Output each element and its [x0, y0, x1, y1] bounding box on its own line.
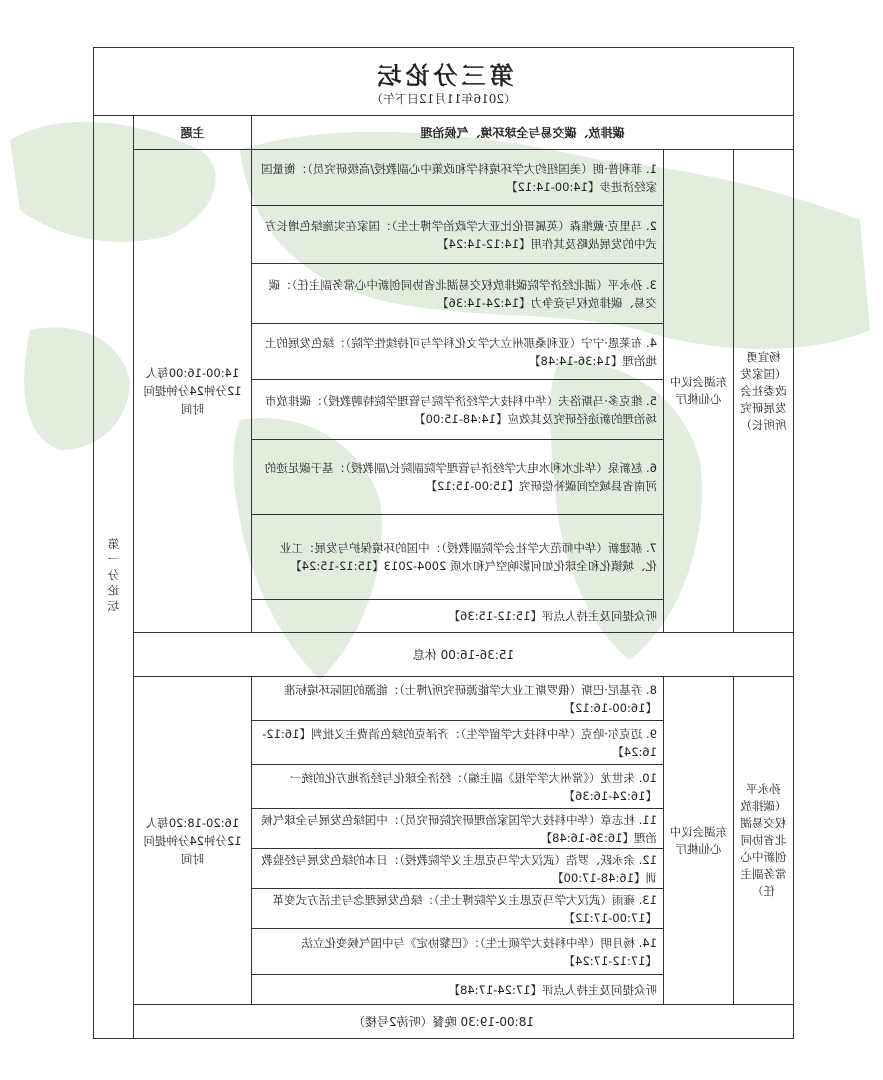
session2-venue: 东湖会议中心仙桃厅: [664, 677, 734, 1005]
first-forum-label: 第一分论坛: [106, 538, 121, 616]
talk-item: 7. 郝建新（华中师范大学社会学院副教授）：中国的环境保护与发展：工业化、城镇化和全球化如何影响空气和水质 2004-2013【15:12-15:24】: [252, 515, 664, 600]
talk-item: 6. 赵新泉（华北水利水电大学经济与管理学院副院长/副教授）：基于碳足迹的河南省县域空间碳补偿研究【15:00-15:12】: [252, 440, 664, 515]
dinner-row: 18:00-19:30 晚餐（听涛2号楼）: [94, 1005, 794, 1039]
forum-schedule-document: [94, 47, 794, 1047]
title-cell: [94, 48, 794, 116]
first-forum-label-cell: [94, 116, 134, 1039]
talk-item: 13. 雍雨（武汉大学马克思主义学院博士生）：绿色发展理念与生活方式变革【17:00-17:12】: [252, 889, 664, 929]
talk-item: 14. 杨月明（华中科技大学硕士生）：《巴黎协定》与中国气候变化立法【17:12-17:24】: [252, 929, 664, 975]
talk-item: 12. 余永跃、罗浩（武汉大学马克思主义学院教授）：日本的绿色发展与经验教训【16:48-17:00】: [252, 849, 664, 889]
talk-item: 11. 杜志章（华中科技大学国家治理研究院研究员）：中国绿色发展与全球气候治理【16:36-16:48】: [252, 809, 664, 849]
schedule-table: [93, 47, 794, 1039]
talk-item: 1. 菲利普·朗（美国纽约大学环境科学和政策中心副教授/高级研究员）：衡量国家经济进步【14:00-14:12】: [252, 150, 664, 206]
session2-chair: 孙永平（碳排放权交易湖北省协同创新中心常务副主任）: [734, 677, 794, 1005]
talk-item: 9. 迈克尔·哈克（华中科技大学留学生）：齐泽克的绿色消费主义批判【16:12-16:24】: [252, 721, 664, 765]
talk-item: 听众提问及主持人点评【17:24-17:48】: [252, 975, 664, 1005]
session1-venue: 东湖会议中心仙桃厅: [664, 150, 734, 633]
talk-item: 8. 乔基尼·巴斯（俄罗斯工业大学能源研究所/博士）：能源的国际环境标准【16:00-16:12】: [252, 677, 664, 721]
session2-time: 16:20-18:20每人12分钟24分钟提问时间: [134, 677, 252, 1005]
break-row: 15:36-16:00 休息: [134, 633, 794, 677]
topic-label: 主题: [134, 116, 252, 150]
session1-time: 14:00-16:00每人12分钟24分钟提问时间: [134, 150, 252, 633]
talk-item: 听众提问及主持人点评【15:12-15:36】: [252, 600, 664, 633]
forum-date: （2016年11月12日下午）: [370, 91, 517, 106]
talk-item: 10. 朱世龙（《常州大学学报》副主编）：经济全球化与经济地方化的统一【16:24-16:36】: [252, 765, 664, 809]
talk-item: 2. 马里克·戴维森（英属哥伦比亚大学政治学博士生）：国家在实施绿色增长方式中的发展战略及其作用【14:12-14:24】: [252, 206, 664, 264]
talk-item: 4. 布莱恩·宁宁（亚利桑那州立大学文化科学与可持续性学院）：绿色发展的土地治理【14:36-14:48】: [252, 324, 664, 380]
page-title: 第三分论坛: [373, 60, 514, 90]
session1-chair: 杨宜勇（国家发改委社会发展研究所所长）: [734, 150, 794, 633]
talk-item: 5. 维克多·马斯洛夫（华中科技大学经济学院与管理学院特聘教授）：碳排放市场治理的新途径研究及其效应【14:48-15:00】: [252, 380, 664, 440]
talk-item: 3. 孙永平（湖北经济学院碳排放权交易湖北省协同创新中心常务副主任）：碳交易、碳排放权与竞争力【14:24-14:36】: [252, 264, 664, 324]
topic-text: 碳排放、碳交易与全球环境、气候治理: [252, 116, 794, 150]
